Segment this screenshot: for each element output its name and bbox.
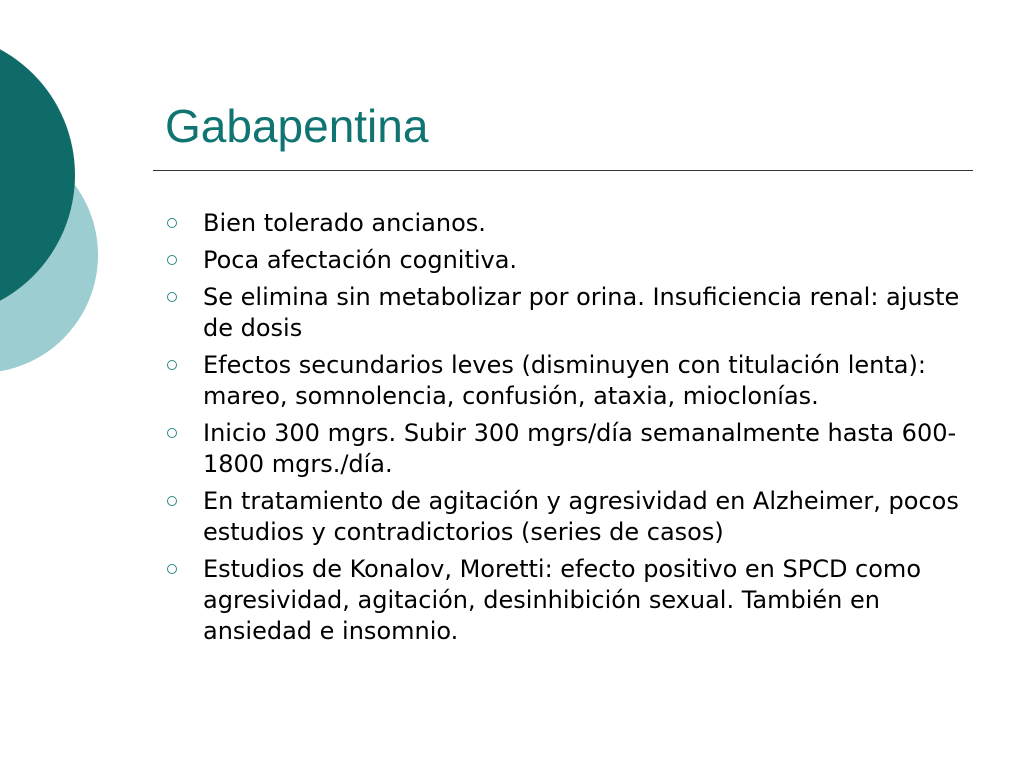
bullet-item [165,486,985,548]
bullet-text: En tratamiento de agitación y agresividad en Alzheimer, pocos estudios y contradictorios (series de casos) [203,487,959,546]
bullet-circle-icon [167,496,177,506]
bullet-circle-icon [167,218,177,228]
bullet-item [165,245,985,276]
bullet-item [165,282,985,344]
bullet-item [165,208,985,239]
bullet-circle-icon [167,255,177,265]
title-divider [153,170,973,171]
bullet-text: Poca afectación cognitiva. [203,246,518,274]
bullet-item [165,418,985,480]
bullet-text: Estudios de Konalov, Moretti: efecto positivo en SPCD como agresividad, agitación, desinhibición sexual. También en ansiedad e insomnio. [203,555,921,645]
decorative-circles [0,0,120,420]
bullet-circle-icon [167,428,177,438]
bullet-list [165,208,985,653]
bullet-circle-icon [167,292,177,302]
bullet-item [165,350,985,412]
bullet-text: Efectos secundarios leves (disminuyen con titulación lenta): mareo, somnolencia, confusión, ataxia, mioclonías. [203,351,926,410]
bullet-text: Bien tolerado ancianos. [203,209,486,237]
bullet-item [165,554,985,647]
slide-title: Gabapentina [165,100,429,152]
bullet-text: Inicio 300 mgrs. Subir 300 mgrs/día semanalmente hasta 600-1800 mgrs./día. [203,419,957,478]
bullet-circle-icon [167,564,177,574]
bullet-text: Se elimina sin metabolizar por orina. Insuficiencia renal: ajuste de dosis [203,283,960,342]
bullet-circle-icon [167,360,177,370]
